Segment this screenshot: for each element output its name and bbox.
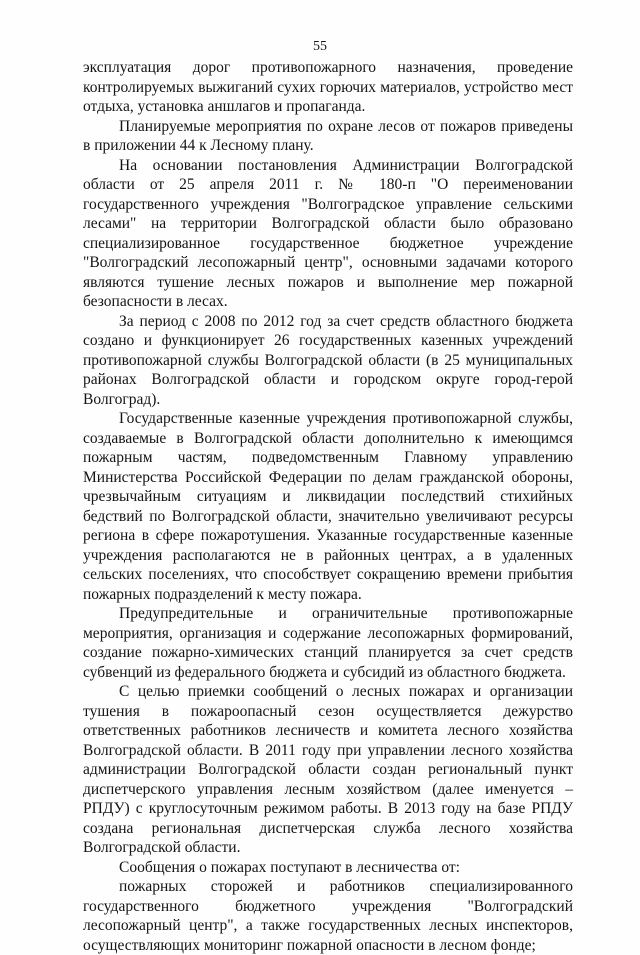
paragraph-5: Государственные казенные учреждения противопожарной службы, создаваемые в Волгоградской области дополнительно к имеющимся пожарным частям, подведомственным Главному управлению Министерства Российской Федерации по делам гражданской обороны, чрезвычайным ситуациям и ликвидации последствий стихийных бедствий по Волгоградской области, значительно увеличивают ресурсы региона в сфере пожаротушения. Указанные государственные казенные учреждения располагаются не в районных центрах, а в удаленных сельских поселениях, что способствует сокращению времени прибытия пожарных подразделений к месту пожара. <box>83 410 573 603</box>
paragraph-9: пожарных сторожей и работников специализированного государственного бюджетного учреждения "Волгоградский лесопожарный центр", а также государственных лесных инспекторов, осуществляющих мониторинг пожарной опасности в лесном фонде; <box>83 878 573 954</box>
document-body <box>83 58 573 955</box>
paragraph-6: Предупредительные и ограничительные противопожарные мероприятия, организация и содержание лесопожарных формирований, создание пожарно-химических станций планируется за счет средств субвенций из федерального бюджета и субсидий из областного бюджета. <box>83 605 573 681</box>
paragraph-4: За период с 2008 по 2012 год за счет средств областного бюджета создано и функционирует 26 государственных казенных учреждений противопожарной службы Волгоградской области (в 25 муниципальных районах Волгоградской области и городском округе город-герой Волгоград). <box>83 312 573 408</box>
page-number: 55 <box>313 39 327 54</box>
paragraph-8: Сообщения о пожарах поступают в лесничества от: <box>119 858 460 876</box>
paragraph-2: Планируемые мероприятия по охране лесов от пожаров приведены в приложении 44 к Лесному плану. <box>83 117 573 154</box>
paragraph-7: С целью приемки сообщений о лесных пожарах и организации тушения в пожароопасный сезон осуществляется дежурство ответственных работников лесничеств и комитета лесного хозяйства Волгоградской области. В 2011 году при управлении лесного хозяйства администрации Волгоградской области создан региональный пункт диспетчерского управления лесным хозяйством (далее именуется – РПДУ) с круглосуточным режимом работы. В 2013 году на базе РПДУ создана региональная диспетчерская служба лесного хозяйства Волгоградской области. <box>83 683 573 856</box>
paragraph-1: эксплуатация дорог противопожарного назначения, проведение контролируемых выжиганий сухих горючих материалов, устройство мест отдыха, установка аншлагов и пропаганда. <box>83 59 573 115</box>
paragraph-3: На основании постановления Администрации Волгоградской области от 25 апреля 2011 г. № 180-п "О переименовании государственного учреждения "Волгоградское управление сельскими лесами" на территории Волгоградской области было образовано специализированное государственное бюджетное учреждение "Волгоградский лесопожарный центр", основными задачами которого являются тушение лесных пожаров и выполнение мер пожарной безопасности в лесах. <box>83 156 573 310</box>
